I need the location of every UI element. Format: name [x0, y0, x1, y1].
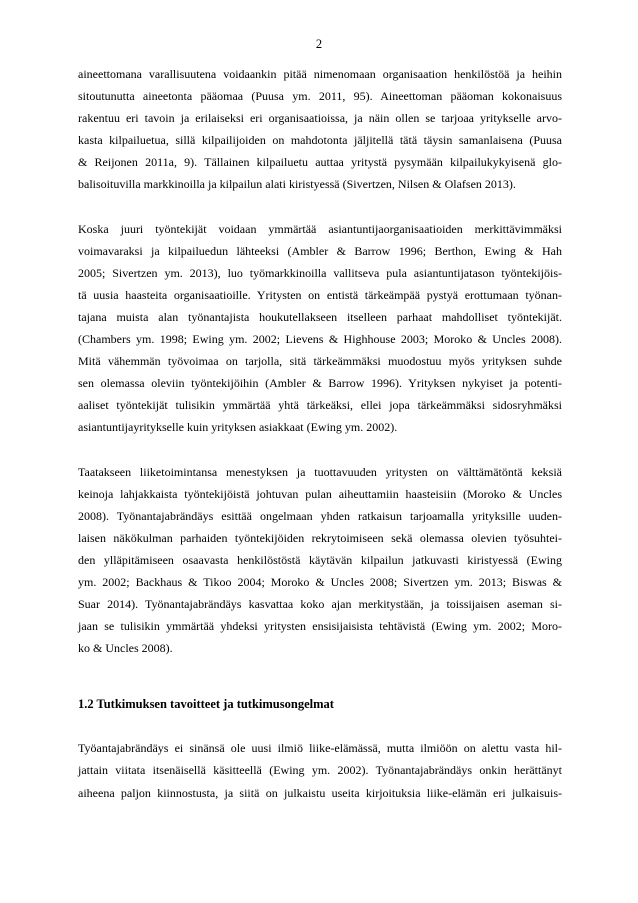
text-line: Taatakseen liiketoimintansa menestyksen ja tuottavuuden yritysten on välttämätöntä keksiä: [78, 464, 562, 479]
paragraph-gap: [78, 439, 562, 461]
text-line: tajana muista alan työnantajista houkutellakseen itselleen parhaat mahdolliset työntekijät.: [78, 309, 562, 324]
text-line: ko & Uncles 2008).: [78, 641, 173, 656]
text-line: tä uusia haasteita organisaatioille. Yritysten on entistä tärkeämpää pystyä erottumaan työnan-: [78, 287, 562, 302]
text-line: kasta kilpailuetua, sillä kilpailijoiden on mahdotonta jäljitellä tätä täysin samanlaisena (Puusa: [78, 133, 562, 148]
text-line: balisoituvilla markkinoilla ja kilpailun alati kiristyessä (Sivertzen, Nilsen & Olafsen 2013).: [78, 177, 516, 192]
text-line: asiantuntijayritykselle kuin yrityksen asiakkaat (Ewing ym. 2002).: [78, 420, 398, 435]
page-number: 2: [315, 37, 323, 51]
text-line: rakentuu eri tavoin ja erilaiseksi eri organisaatioissa, ja näin ollen se tarjoaa yritykselle arvo-: [78, 111, 562, 126]
text-line: den ylläpitämiseen osaavasta henkilöstöstä käytävän kilpailun jatkuvasti kiristyessä (Ewing: [78, 552, 562, 567]
text-line: aineettomana varallisuutena voidaankin pitää nimenomaan organisaation henkilöstöä ja heihin: [78, 67, 562, 81]
paragraph-3: [78, 461, 562, 660]
text-line: aaliset työntekijät tulisikin ymmärtää yhtä tärkeäksi, ellei jopa tärkeämmäksi sidosryhmäksi: [78, 398, 562, 413]
section-paragraph: [78, 737, 562, 803]
paragraph-2: [78, 218, 562, 439]
text-line: 2008). Työnantajabrändäys esittää ongelmaan yhden ratkaisun tarjoamalla yrityksille uuden-: [78, 508, 562, 523]
text-line: Työantajabrändäys ei sinänsä ole uusi ilmiö liike-elämässä, mutta ilmiöön on alettu vasta hil-: [78, 741, 562, 756]
text-line: keinoja lahjakkaista työntekijöistä johtuvan pulan aiheuttamiin haasteisiin (Moroko & Uncles: [78, 486, 562, 501]
text-line: Mitä vähemmän työvoimaa on tarjolla, sitä tärkeämmäksi muodostuu myös yrityksen suhde: [78, 354, 562, 369]
paragraph-1: [78, 63, 562, 196]
text-line: (Chambers ym. 1998; Ewing ym. 2002; Lievens & Highhouse 2003; Moroko & Uncles 2008).: [78, 332, 562, 347]
text-line: sitoutunutta aineetonta pääomaa (Puusa ym. 2011, 95). Aineettoman pääoman kokonaisuus: [78, 89, 562, 104]
heading-gap: [78, 715, 562, 737]
text-line: 2005; Sivertzen ym. 2013), luo työmarkkinoilla vallitseva pula asiantuntijatason työntekijöis-: [78, 265, 562, 280]
text-line: jaan se tulisikin ymmärtää yhdeksi yritysten ensisijaisista tehtävistä (Ewing ym. 2002; Moro-: [78, 619, 562, 634]
text-line: sen olemassa oleviin työntekijöihin (Ambler & Barrow 1996). Yrityksen nykyiset ja potenti-: [78, 376, 562, 391]
paragraph-gap: [78, 196, 562, 218]
text-line: jattain viitata itsenäisellä käsitteellä (Ewing ym. 2002). Työnantajabrändäys onkin herättänyt: [78, 763, 562, 778]
text-line: laisen näkökulman parhaiden työntekijöiden rekrytoimiseen sekä olemassa olevien työsuhtei-: [78, 530, 562, 545]
body-text: [78, 63, 562, 804]
text-line: Suar 2014). Työnantajabrändäys kasvattaa koko ajan merkitystään, ja toissijaisen aseman si-: [78, 597, 562, 612]
text-line: voimavaraksi ja kilpailuedun lähteeksi (Ambler & Barrow 1996; Berthon, Ewing & Hah: [78, 243, 562, 258]
section-gap: [78, 659, 562, 693]
text-line: & Reijonen 2011a, 9). Tällainen kilpailuetu auttaa yritystä pysymään kilpailukykyisenä glo-: [78, 155, 562, 170]
section-heading: 1.2 Tutkimuksen tavoitteet ja tutkimusongelmat: [78, 697, 334, 712]
text-line: Koska juuri työntekijät voidaan ymmärtää asiantuntijaorganisaatioiden merkittävimmäksi: [78, 221, 562, 236]
text-line: ym. 2002; Backhaus & Tikoo 2004; Moroko & Uncles 2008; Sivertzen ym. 2013; Biswas &: [78, 574, 562, 589]
text-line: aiheena paljon kiinnostusta, ja siitä on julkaistu useita kirjoituksia liike-elämän eri julkaisuis-: [78, 785, 562, 800]
